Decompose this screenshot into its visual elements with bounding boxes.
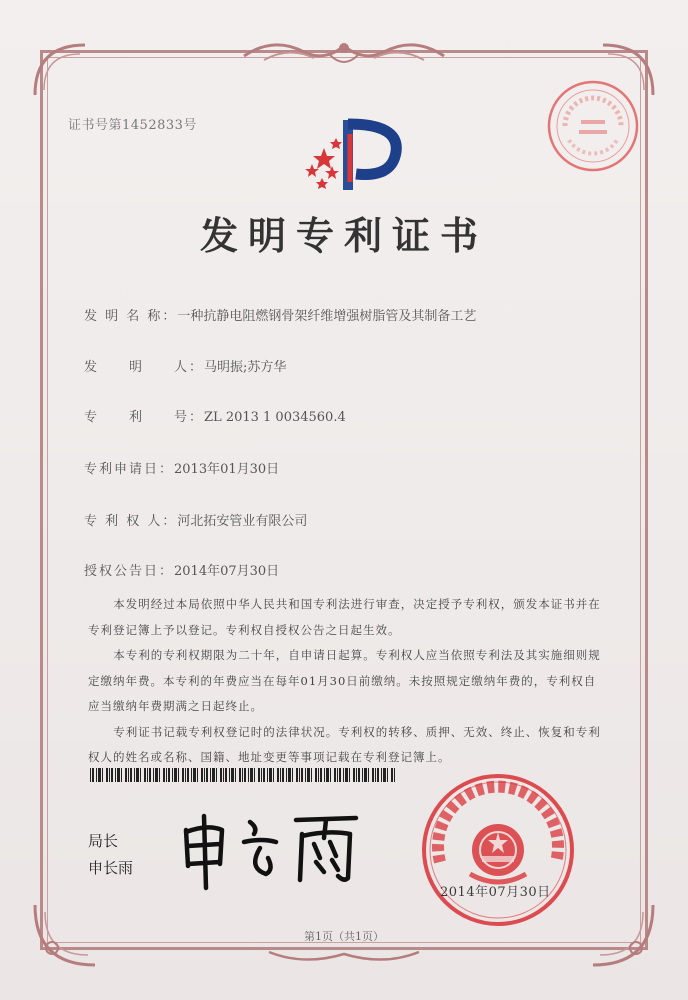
barcode-bar <box>210 768 211 782</box>
barcode-bar <box>288 768 291 782</box>
barcode-bar <box>223 768 224 782</box>
barcode-bar <box>102 768 103 782</box>
field-value: 河北拓安管业有限公司 <box>177 514 308 529</box>
barcode <box>90 768 400 782</box>
patent-office-logo <box>300 112 410 202</box>
barcode-bar <box>92 768 94 782</box>
barcode-bar <box>307 768 310 782</box>
barcode-bar <box>377 768 379 782</box>
field-value: 马明振;苏方华 <box>204 360 287 375</box>
barcode-bar <box>394 768 395 782</box>
barcode-bar <box>273 768 274 782</box>
barcode-bar <box>242 768 243 782</box>
field-label: 专 利 号： <box>84 410 205 425</box>
certificate-title: 发明专利证书 <box>199 213 488 258</box>
barcode-bar <box>305 768 306 782</box>
field-patent-number <box>84 406 346 425</box>
barcode-bar <box>387 768 388 782</box>
barcode-bar <box>229 768 230 782</box>
barcode-bar <box>296 768 298 782</box>
barcode-bar <box>364 768 367 782</box>
barcode-bar <box>225 768 227 782</box>
barcode-bar <box>324 768 325 782</box>
field-label: 发 明 人： <box>84 360 205 375</box>
certificate-number: 证书号第1452833号 <box>68 118 197 133</box>
barcode-bar <box>337 768 338 782</box>
barcode-bar <box>239 768 241 782</box>
barcode-bar <box>358 768 360 782</box>
barcode-bar <box>282 768 284 782</box>
barcode-bar <box>155 768 158 782</box>
agency-seal-small <box>545 78 641 174</box>
barcode-bar <box>362 768 363 782</box>
barcode-bar <box>117 768 120 782</box>
field-label: 授权公告日： <box>84 564 175 579</box>
top-ornament <box>234 36 454 72</box>
barcode-bar <box>182 768 184 782</box>
barcode-bar <box>90 768 91 782</box>
barcode-bar <box>147 768 148 782</box>
barcode-bar <box>258 768 260 782</box>
barcode-bar <box>193 768 196 782</box>
barcode-bar <box>267 768 268 782</box>
barcode-bar <box>220 768 222 782</box>
barcode-bar <box>174 768 177 782</box>
field-value: 2013年01月30日 <box>174 462 280 477</box>
barcode-bar <box>311 768 312 782</box>
field-label: 专 利 权 人： <box>84 514 178 529</box>
director-title: 局长 <box>88 832 119 850</box>
barcode-bar <box>140 768 141 782</box>
barcode-bar <box>98 768 101 782</box>
barcode-bar <box>134 768 135 782</box>
barcode-bar <box>144 768 146 782</box>
barcode-bar <box>356 768 357 782</box>
barcode-bar <box>231 768 234 782</box>
barcode-bar <box>159 768 160 782</box>
barcode-bar <box>235 768 236 782</box>
body-paragraph: 专利证书记载专利权登记时的法律状况。专利权的转移、质押、无效、终止、恢复和专利权人的姓名或名称、国籍、地址变更等事项记载在专利登记簿上。 <box>88 724 601 764</box>
barcode-bar <box>330 768 331 782</box>
barcode-bar <box>299 768 300 782</box>
barcode-bar <box>128 768 129 782</box>
barcode-bar <box>130 768 132 782</box>
barcode-bar <box>197 768 198 782</box>
barcode-bar <box>368 768 369 782</box>
barcode-bar <box>96 768 97 782</box>
barcode-bar <box>254 768 255 782</box>
barcode-bar <box>261 768 262 782</box>
barcode-bar <box>345 768 348 782</box>
barcode-bar <box>153 768 154 782</box>
barcode-bar <box>248 768 249 782</box>
barcode-bar <box>315 768 317 782</box>
barcode-bar <box>383 768 386 782</box>
barcode-bar <box>353 768 355 782</box>
national-ip-office-seal <box>418 770 578 930</box>
director-name: 申长雨 <box>88 859 134 877</box>
barcode-bar <box>201 768 203 782</box>
barcode-bar <box>136 768 139 782</box>
barcode-bar <box>178 768 179 782</box>
barcode-bar <box>280 768 281 782</box>
barcode-bar <box>185 768 186 782</box>
barcode-bar <box>212 768 215 782</box>
field-patentee <box>84 510 307 529</box>
barcode-bar <box>343 768 344 782</box>
barcode-bar <box>286 768 287 782</box>
barcode-bar <box>206 768 208 782</box>
barcode-bar <box>187 768 189 782</box>
field-grant-date <box>84 560 279 579</box>
corner-ornament-top-left <box>30 40 90 100</box>
barcode-bar <box>172 768 173 782</box>
barcode-bar <box>375 768 376 782</box>
field-inventors <box>84 356 286 375</box>
barcode-bar <box>163 768 165 782</box>
barcode-bar <box>301 768 303 782</box>
barcode-bar <box>149 768 151 782</box>
barcode-bar <box>334 768 336 782</box>
barcode-bar <box>111 768 113 782</box>
barcode-bar <box>166 768 167 782</box>
certificate-body <box>88 592 608 771</box>
barcode-bar <box>320 768 322 782</box>
barcode-bar <box>244 768 246 782</box>
barcode-bar <box>381 768 382 782</box>
barcode-bar <box>263 768 265 782</box>
page-footer: 第1页（共1页） <box>304 930 384 943</box>
field-application-date <box>84 458 279 477</box>
field-value: 2014年07月30日 <box>174 564 280 579</box>
barcode-bar <box>326 768 329 782</box>
body-paragraph: 本专利的专利权期限为二十年，自申请日起算。专利权人应当依照专利法及其实施细则规定缴纳年费。本专利的年费应当在每年01月30日前缴纳。未按照规定缴纳年费的，专利权自应当缴纳年费期满之日起终止。 <box>88 648 601 713</box>
field-label: 专利申请日： <box>84 462 175 477</box>
barcode-bar <box>277 768 279 782</box>
seal-date: 2014年07月30日 <box>440 885 551 900</box>
field-value: 一种抗静电阻燃钢骨架纤维增强树脂管及其制备工艺 <box>177 309 477 324</box>
barcode-bar <box>168 768 170 782</box>
body-paragraph: 本发明经过本局依照中华人民共和国专利法进行审查，决定授予专利权，颁发本证书并在专利登记簿上予以登记。专利权自授权公告之日起生效。 <box>88 597 601 637</box>
field-value: ZL 2013 1 0034560.4 <box>204 410 346 425</box>
barcode-bar <box>106 768 108 782</box>
director-signature <box>178 808 368 893</box>
barcode-bar <box>318 768 319 782</box>
bottom-ornament <box>264 944 424 968</box>
barcode-bar <box>292 768 293 782</box>
barcode-bar <box>191 768 192 782</box>
barcode-bar <box>391 768 393 782</box>
barcode-bar <box>339 768 341 782</box>
barcode-bar <box>269 768 272 782</box>
barcode-bar <box>204 768 205 782</box>
barcode-bar <box>125 768 127 782</box>
barcode-bar <box>372 768 374 782</box>
barcode-bar <box>250 768 253 782</box>
barcode-bar <box>115 768 116 782</box>
barcode-bar <box>121 768 122 782</box>
barcode-bar <box>109 768 110 782</box>
barcode-bar <box>349 768 350 782</box>
field-invention-name <box>84 305 476 324</box>
barcode-bar <box>216 768 217 782</box>
field-label: 发 明 名 称： <box>84 309 178 324</box>
